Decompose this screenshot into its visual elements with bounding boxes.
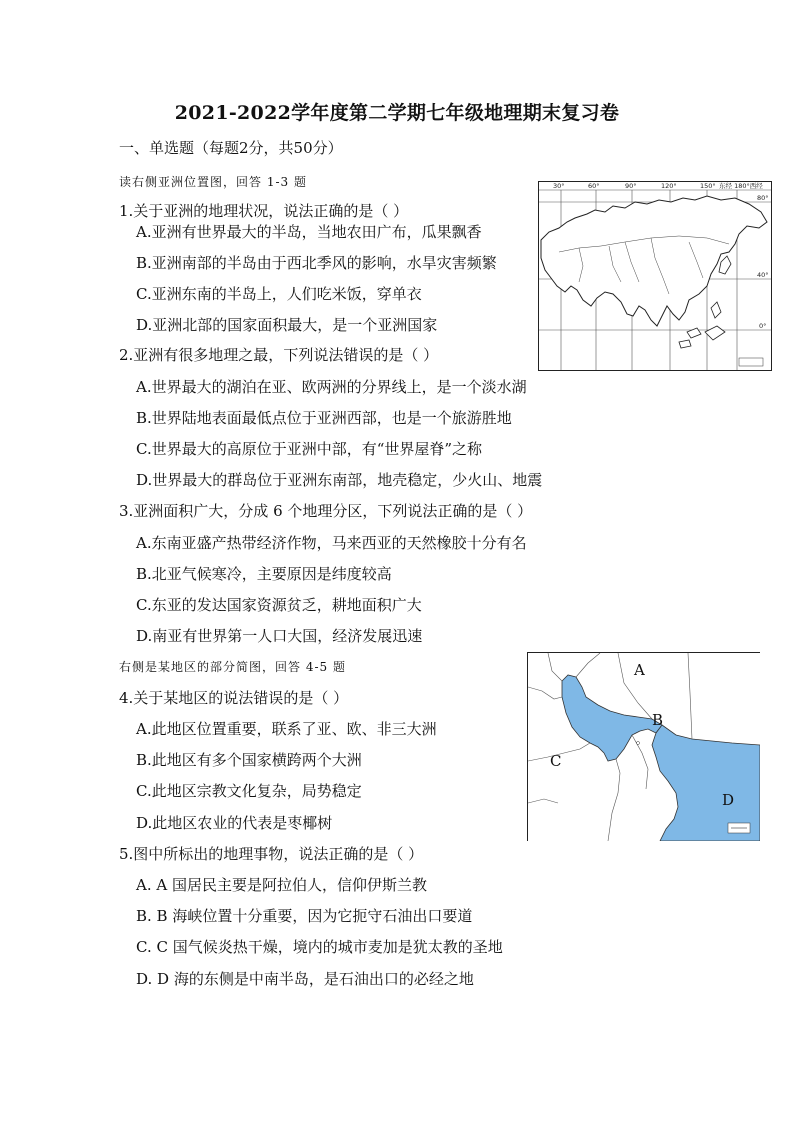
group1-instruction: 读右侧亚洲位置图，回答 1-3 题 — [119, 175, 307, 189]
question-5-option-b: B. B 海峡位置十分重要，因为它扼守石油出口要道 — [136, 907, 473, 925]
lat-label-40: 40° — [757, 271, 769, 279]
question-2-option-c: C.世界最大的高原位于亚洲中部，有“世界屋脊”之称 — [136, 440, 483, 458]
question-1-option-c: C.亚洲东南的半岛上，人们吃米饭，穿单衣 — [136, 285, 422, 303]
map-label-c: C — [550, 752, 562, 770]
map-label-a: A — [634, 661, 645, 679]
lon-label-30: 30° — [553, 182, 565, 190]
map-label-b: B — [652, 711, 664, 729]
question-5-option-a: A. A 国居民主要是阿拉伯人，信仰伊斯兰教 — [136, 876, 427, 894]
question-2-option-b: B.世界陆地表面最低点位于亚洲西部，也是一个旅游胜地 — [136, 409, 512, 427]
question-3-option-b: B.北亚气候寒冷，主要原因是纬度较高 — [136, 565, 392, 583]
asia-map-scale — [739, 358, 763, 366]
asia-location-map — [538, 181, 772, 371]
question-3-option-a: A.东南亚盛产热带经济作物，马来西亚的天然橡胶十分有名 — [136, 534, 527, 552]
question-2-stem: 2.亚洲有很多地理之最，下列说法错误的是（ ） — [119, 346, 439, 364]
asia-map-graphic — [539, 182, 771, 370]
section-heading: 一、单选题（每题2分，共50分） — [119, 139, 343, 157]
group2-instruction: 右侧是某地区的部分简图，回答 4-5 题 — [119, 660, 346, 674]
lat-label-0: 0° — [759, 322, 767, 330]
question-1-stem: 1.关于亚洲的地理状况，说法正确的是（ ） — [119, 202, 409, 220]
map-label-d: D — [722, 791, 735, 809]
lon-label-60: 60° — [588, 182, 600, 190]
question-4-option-b: B.此地区有多个国家横跨两个大洲 — [136, 751, 362, 769]
lon-label-150: 150° — [700, 182, 716, 190]
question-4-option-d: D.此地区农业的代表是枣椰树 — [136, 814, 333, 832]
gulf-island — [637, 742, 640, 745]
lat-label-80: 80° — [757, 194, 769, 202]
question-5-stem: 5.图中所标出的地理事物，说法正确的是（ ） — [119, 845, 424, 863]
question-3-option-c: C.东亚的发达国家资源贫乏，耕地面积广大 — [136, 596, 422, 614]
question-5-option-d: D. D 海的东侧是中南半岛，是石油出口的必经之地 — [136, 970, 474, 988]
question-2-option-a: A.世界最大的湖泊在亚、欧两洲的分界线上，是一个淡水湖 — [136, 378, 527, 396]
question-1-option-d: D.亚洲北部的国家面积最大，是一个亚洲国家 — [136, 316, 438, 334]
middle-east-sketch-map — [527, 652, 760, 841]
question-5-option-c: C. C 国气候炎热干燥，境内的城市麦加是犹太教的圣地 — [136, 938, 503, 956]
lon-label-120: 120° — [661, 182, 677, 190]
question-3-stem: 3.亚洲面积广大，分成 6 个地理分区，下列说法正确的是（ ） — [119, 502, 533, 520]
persian-gulf — [562, 675, 662, 761]
middle-east-map-graphic — [528, 653, 760, 841]
question-1-option-a: A.亚洲有世界最大的半岛，当地农田广布，瓜果飘香 — [136, 223, 482, 241]
lon-label-90: 90° — [625, 182, 637, 190]
question-1-option-b: B.亚洲南部的半岛由于西北季风的影响，水旱灾害频繁 — [136, 254, 497, 272]
question-4-option-c: C.此地区宗教文化复杂，局势稳定 — [136, 782, 362, 800]
question-4-option-a: A.此地区位置重要，联系了亚、欧、非三大洲 — [136, 720, 437, 738]
question-3-option-d: D.南亚有世界第一人口大国，经济发展迅速 — [136, 627, 423, 645]
asia-outline — [541, 196, 767, 326]
lon-label-180: 东经 180°西经 — [719, 182, 763, 190]
question-4-stem: 4.关于某地区的说法错误的是（ ） — [119, 689, 349, 707]
question-2-option-d: D.世界最大的群岛位于亚洲东南部，地壳稳定，少火山、地震 — [136, 471, 543, 489]
page-title: 2021-2022学年度第二学期七年级地理期末复习卷 — [174, 102, 620, 124]
